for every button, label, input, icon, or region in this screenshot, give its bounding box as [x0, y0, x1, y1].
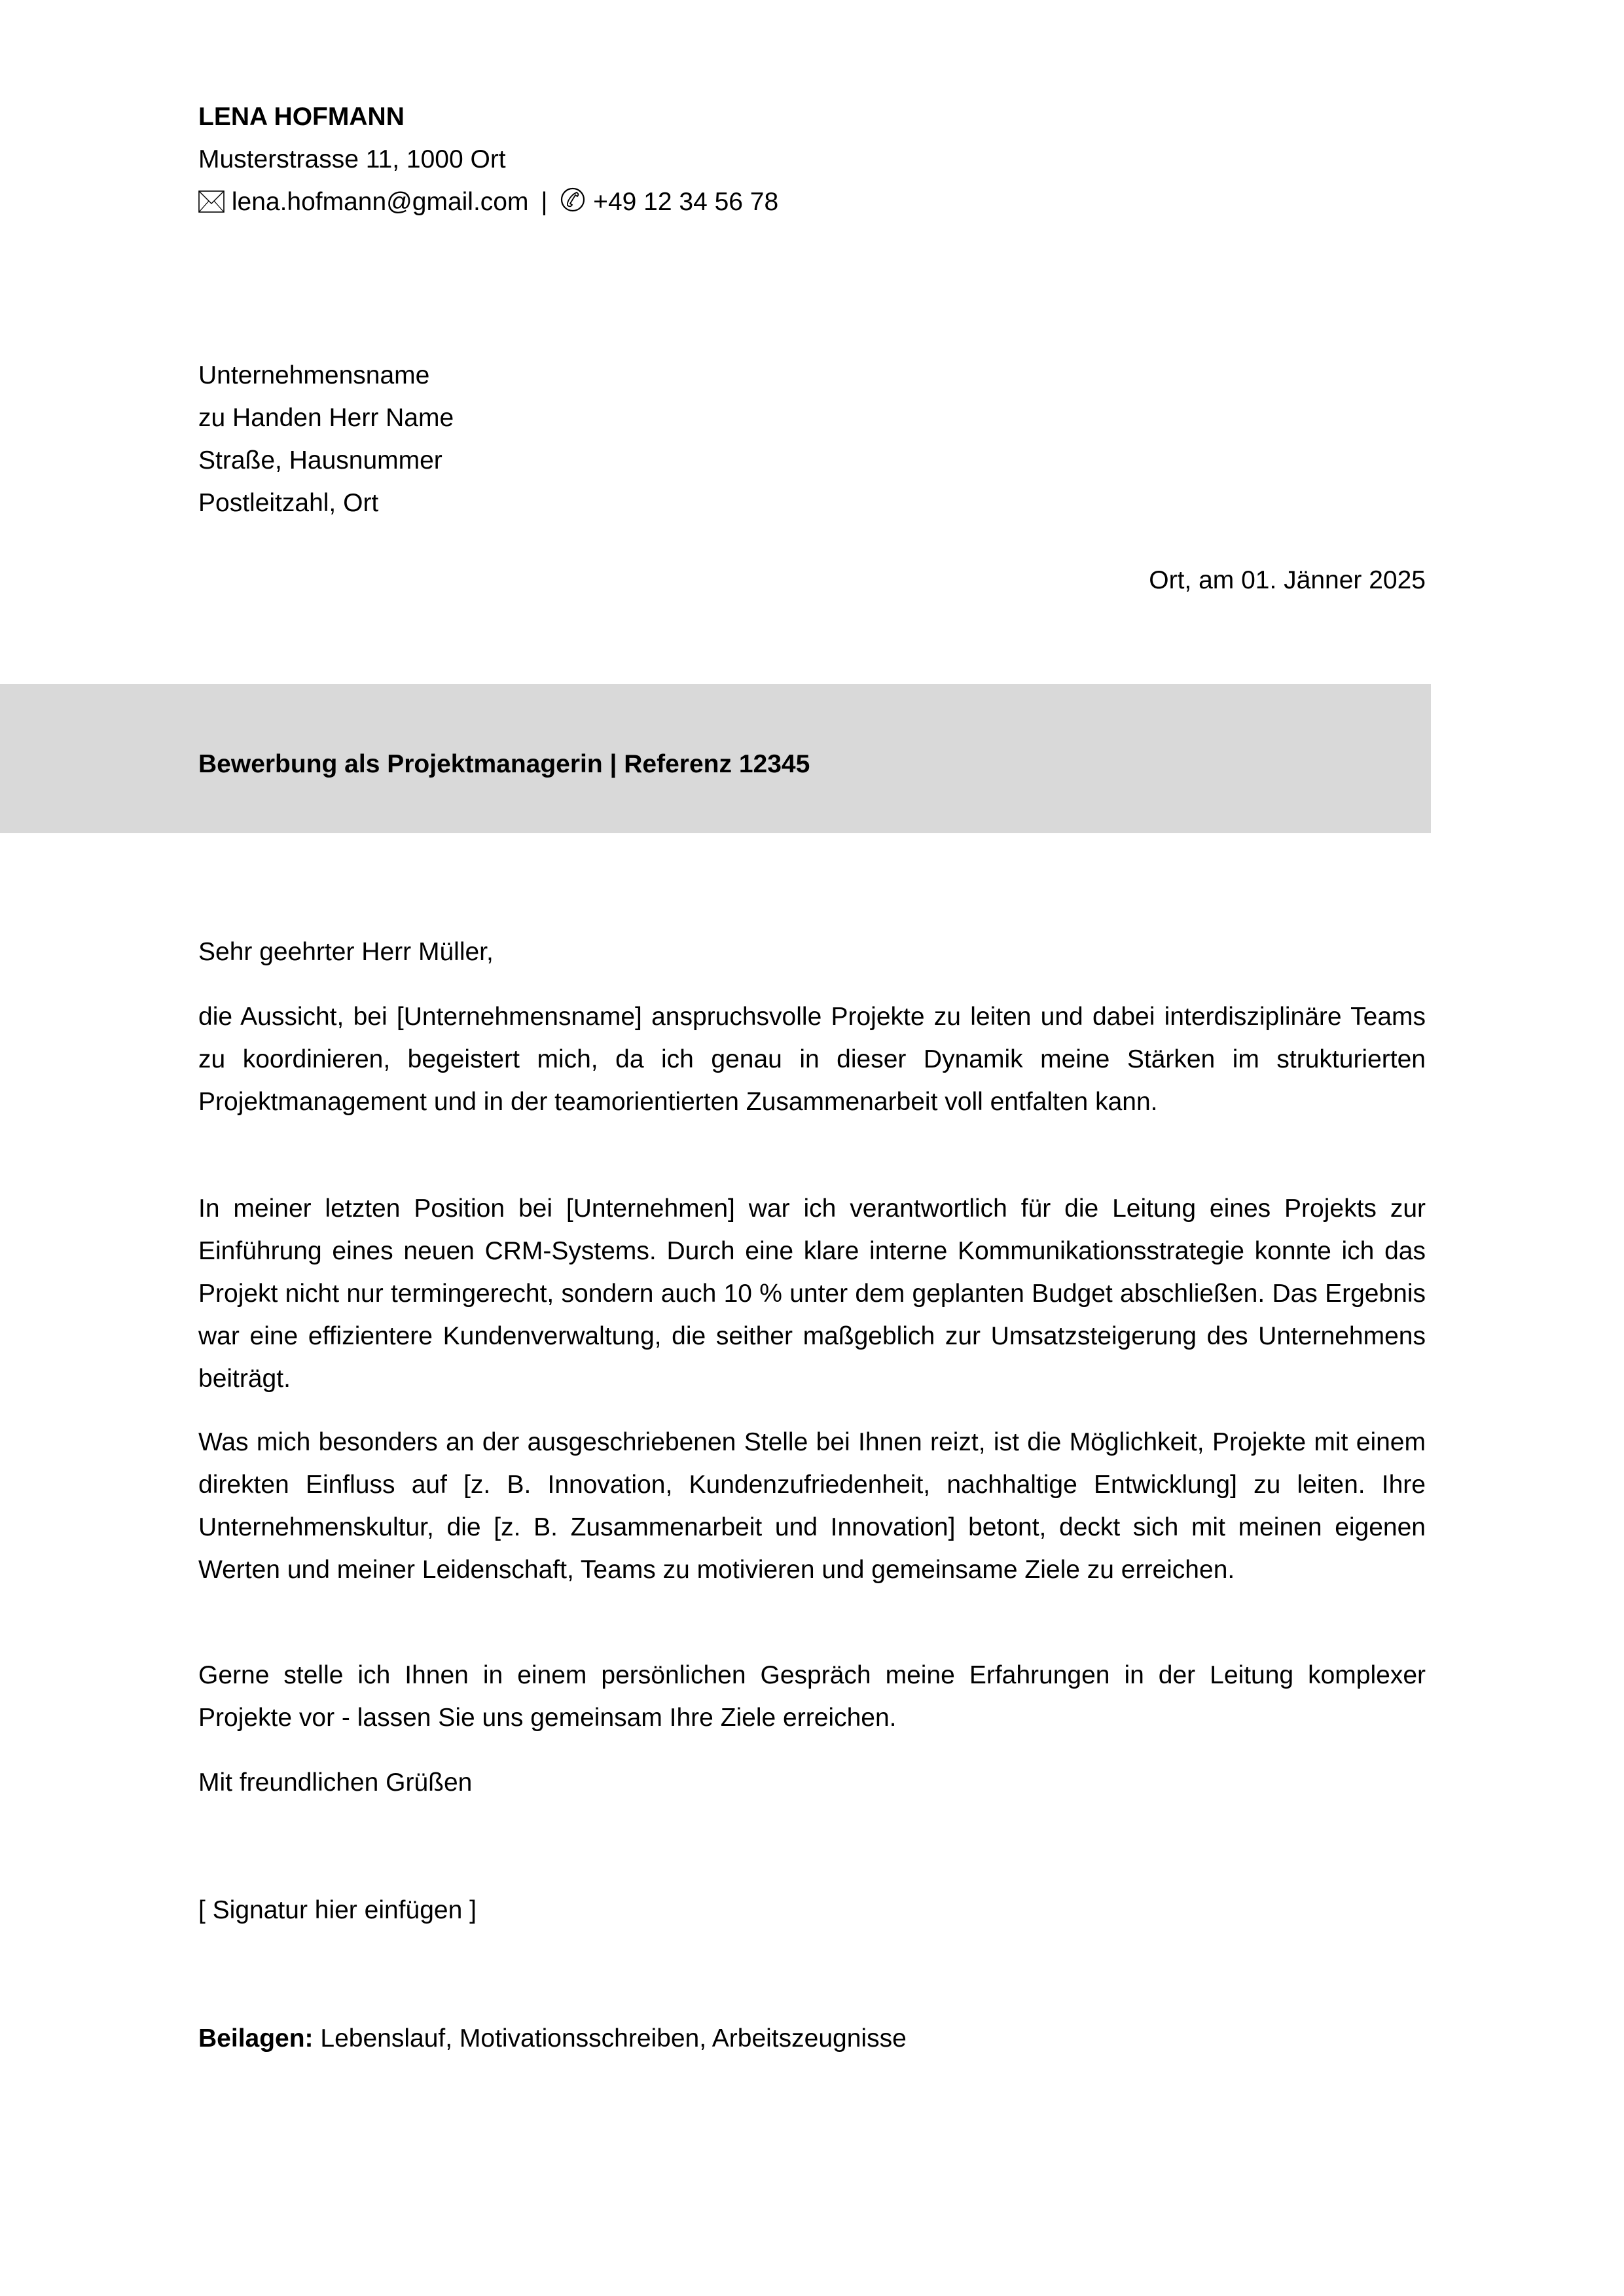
sender-phone[interactable]: +49 12 34 56 78	[593, 188, 779, 216]
sender-email[interactable]: lena.hofmann@gmail.com	[231, 188, 529, 216]
letter-date: Ort, am 01. Jänner 2025	[1149, 566, 1426, 594]
body-paragraph-3	[198, 1421, 1426, 1591]
subject-line: Bewerbung als Projektmanagerin | Referenz 12345	[198, 750, 810, 778]
phone-icon	[560, 183, 586, 226]
body-paragraph-2	[198, 1187, 1426, 1400]
enclosures-label: Beilagen:	[198, 2024, 314, 2053]
body-paragraph-4	[198, 1654, 1426, 1739]
sender-block	[198, 96, 1426, 226]
closing: Mit freundlichen Grüßen	[198, 1768, 473, 1797]
paragraph-text: die Aussicht, bei [Unternehmensname] anspruchsvolle Projekte zu leiten und dabei interdisziplinäre Teams zu koordinieren, begeistert mich, da ich genau in dieser Dynamik meine Stärken im strukturierten Projektmanagement und in der teamorientierten Zusammenarbeit voll entfalten kann.	[198, 1003, 1426, 1116]
contact-separator: |	[541, 188, 548, 216]
recipient-block	[198, 354, 1426, 524]
recipient-street: Straße, Hausnummer	[198, 446, 442, 475]
recipient-city: Postleitzahl, Ort	[198, 489, 379, 517]
paragraph-text: Was mich besonders an der ausgeschriebenen Stelle bei Ihnen reizt, ist die Möglichkeit, Projekte mit einem direkten Einfluss auf [z. B. Innovation, Kundenzufriedenheit, nachhaltige Entwicklung] zu leiten. Ihre Unternehmenskultur, die [z. B. Zusammenarbeit und Innovation] betont, deckt sich mit meinen eigenen Werten und meiner Leidenschaft, Teams zu motivieren und gemeinsame Ziele zu erreichen.	[198, 1428, 1426, 1584]
salutation: Sehr geehrter Herr Müller,	[198, 938, 494, 966]
signature-placeholder: [ Signatur hier einfügen ]	[198, 1896, 477, 1924]
paragraph-text: Gerne stelle ich Ihnen in einem persönlichen Gespräch meine Erfahrungen in der Leitung komplexer Projekte vor - lassen Sie uns gemeinsam Ihre Ziele erreichen.	[198, 1661, 1426, 1732]
body-paragraph-1	[198, 996, 1426, 1123]
sender-contact	[198, 181, 1426, 226]
recipient-company: Unternehmensname	[198, 361, 430, 389]
enclosures-items: Lebenslauf, Motivationsschreiben, Arbeitszeugnisse	[320, 2024, 907, 2053]
enclosures-line	[198, 2017, 1426, 2060]
envelope-icon	[198, 183, 225, 226]
sender-name: LENA HOFMANN	[198, 103, 405, 131]
paragraph-text: In meiner letzten Position bei [Unternehmen] war ich verantwortlich für die Leitung eines Projekts zur Einführung eines neuen CRM-Systems. Durch eine klare interne Kommunikationsstrategie konnte ich das Projekt nicht nur termingerecht, sondern auch 10 % unter dem geplanten Budget abschließen. Das Ergebnis war eine effizientere Kundenverwaltung, die seither maßgeblich zur Umsatzsteigerung des Unternehmens beiträgt.	[198, 1194, 1426, 1393]
recipient-attention: zu Handen Herr Name	[198, 404, 454, 432]
sender-address: Musterstrasse 11, 1000 Ort	[198, 145, 506, 173]
